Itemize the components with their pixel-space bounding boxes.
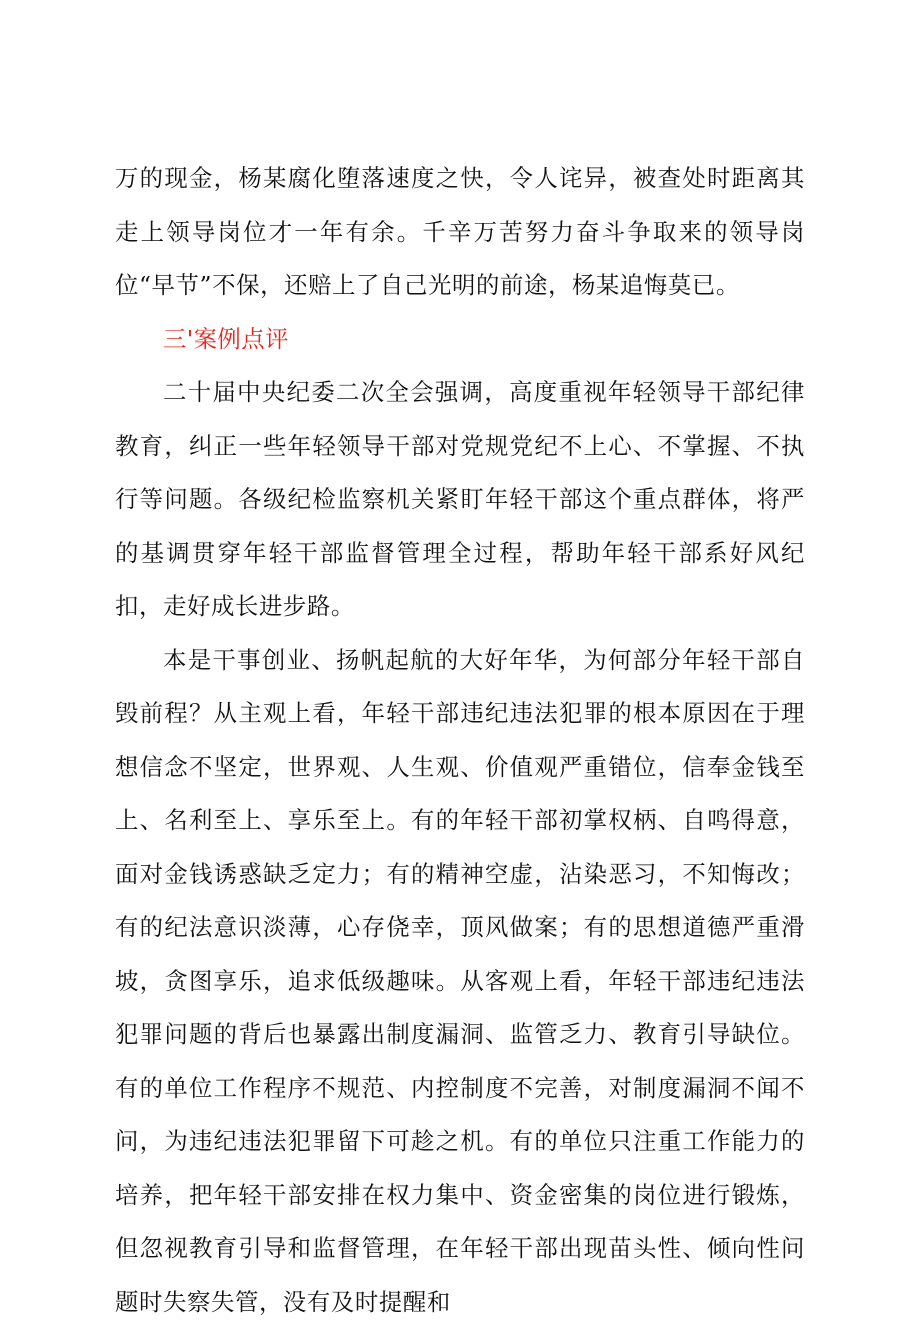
document-body [115, 152, 805, 1329]
paragraph-plenary-emphasis: 二十届中央纪委二次全会强调，高度重视年轻领导干部纪律教育，纠正一些年轻领导干部对党规党纪不上心、不掌握、不执行等问题。各级纪检监察机关紧盯年轻干部这个重点群体，将严的基调贯穿年轻干部监督管理全过程，帮助年轻干部系好风纪扣，走好成长进步路。 [115, 366, 805, 634]
paragraph-cause-analysis: 本是干事创业、扬帆起航的大好年华，为何部分年轻干部自毁前程？从主观上看，年轻干部违纪违法犯罪的根本原因在于理想信念不坚定，世界观、人生观、价值观严重错位，信奉金钱至上、名利至上、享乐至上。有的年轻干部初掌权柄、自鸣得意，面对金钱诱惑缺乏定力；有的精神空虚，沾染恶习，不知悔改；有的纪法意识淡薄，心存侥幸，顶风做案；有的思想道德严重滑坡，贪图享乐，追求低级趣味。从客观上看，年轻干部违纪违法犯罪问题的背后也暴露出制度漏洞、监管乏力、教育引导缺位。有的单位工作程序不规范、内控制度不完善，对制度漏洞不闻不问，为违纪违法犯罪留下可趁之机。有的单位只注重工作能力的培养，把年轻干部安排在权力集中、资金密集的岗位进行锻炼，但忽视教育引导和监督管理，在年轻干部出现苗头性、倾向性问题时失察失管，没有及时提醒和 [115, 634, 805, 1329]
section-heading-case-review: 三'案例点评 [115, 313, 805, 367]
paragraph-case-continuation: 万的现金，杨某腐化堕落速度之快，令人诧异，被查处时距离其走上领导岗位才一年有余。千辛万苦努力奋斗争取来的领导岗位“早节”不保，还赔上了自己光明的前途，杨某追悔莫已。 [115, 152, 805, 313]
